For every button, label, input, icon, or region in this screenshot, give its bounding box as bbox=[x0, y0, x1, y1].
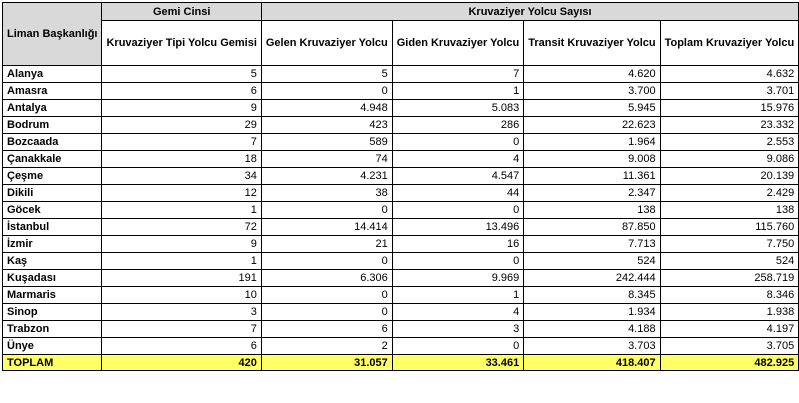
port-name-cell: Alanya bbox=[3, 66, 102, 83]
value-cell: 20.139 bbox=[660, 168, 799, 185]
table-row bbox=[3, 287, 799, 304]
value-cell: 2 bbox=[261, 338, 392, 355]
value-cell: 258.719 bbox=[660, 270, 799, 287]
value-cell: 2.553 bbox=[660, 134, 799, 151]
value-cell: 3.700 bbox=[524, 83, 660, 100]
value-cell: 4 bbox=[392, 151, 523, 168]
table-row bbox=[3, 236, 799, 253]
value-cell: 0 bbox=[261, 202, 392, 219]
value-cell: 5 bbox=[261, 66, 392, 83]
value-cell: 9.008 bbox=[524, 151, 660, 168]
value-cell: 4.547 bbox=[392, 168, 523, 185]
value-cell: 10 bbox=[102, 287, 261, 304]
value-cell: 4 bbox=[392, 304, 523, 321]
column-header-transit: Transit Kruvaziyer Yolcu bbox=[524, 21, 660, 66]
value-cell: 1 bbox=[392, 287, 523, 304]
header-row-groups bbox=[3, 3, 799, 21]
vessel-type-group-header: Gemi Cinsi bbox=[102, 3, 261, 21]
table-row bbox=[3, 134, 799, 151]
value-cell: 8.346 bbox=[660, 287, 799, 304]
value-cell: 21 bbox=[261, 236, 392, 253]
table-row bbox=[3, 219, 799, 236]
value-cell: 18 bbox=[102, 151, 261, 168]
port-name-cell: Ünye bbox=[3, 338, 102, 355]
value-cell: 29 bbox=[102, 117, 261, 134]
value-cell: 191 bbox=[102, 270, 261, 287]
table-row bbox=[3, 66, 799, 83]
port-name-cell: Marmaris bbox=[3, 287, 102, 304]
table-row bbox=[3, 338, 799, 355]
table-row bbox=[3, 304, 799, 321]
value-cell: 4.632 bbox=[660, 66, 799, 83]
value-cell: 3.701 bbox=[660, 83, 799, 100]
value-cell: 9.086 bbox=[660, 151, 799, 168]
value-cell: 0 bbox=[392, 338, 523, 355]
value-cell: 1 bbox=[392, 83, 523, 100]
value-cell: 138 bbox=[660, 202, 799, 219]
port-name-cell: Kaş bbox=[3, 253, 102, 270]
value-cell: 6 bbox=[102, 83, 261, 100]
value-cell: 0 bbox=[261, 287, 392, 304]
port-name-cell: İzmir bbox=[3, 236, 102, 253]
value-cell: 4.620 bbox=[524, 66, 660, 83]
table-row bbox=[3, 253, 799, 270]
value-cell: 13.496 bbox=[392, 219, 523, 236]
value-cell: 2.429 bbox=[660, 185, 799, 202]
table-row bbox=[3, 168, 799, 185]
value-cell: 72 bbox=[102, 219, 261, 236]
column-header-arriving: Gelen Kruvaziyer Yolcu bbox=[261, 21, 392, 66]
column-header-departing: Giden Kruvaziyer Yolcu bbox=[392, 21, 523, 66]
value-cell: 0 bbox=[261, 304, 392, 321]
value-cell: 4.231 bbox=[261, 168, 392, 185]
total-cell: 33.461 bbox=[392, 355, 523, 371]
table-row bbox=[3, 270, 799, 287]
column-header-cruise-ships: Kruvaziyer Tipi Yolcu Gemisi bbox=[102, 21, 261, 66]
table-row bbox=[3, 202, 799, 219]
value-cell: 11.361 bbox=[524, 168, 660, 185]
port-name-cell: Amasra bbox=[3, 83, 102, 100]
value-cell: 38 bbox=[261, 185, 392, 202]
value-cell: 1.934 bbox=[524, 304, 660, 321]
value-cell: 5.083 bbox=[392, 100, 523, 117]
total-cell: 418.407 bbox=[524, 355, 660, 371]
value-cell: 7.713 bbox=[524, 236, 660, 253]
value-cell: 115.760 bbox=[660, 219, 799, 236]
value-cell: 524 bbox=[660, 253, 799, 270]
value-cell: 14.414 bbox=[261, 219, 392, 236]
value-cell: 9 bbox=[102, 236, 261, 253]
port-name-cell: Antalya bbox=[3, 100, 102, 117]
port-name-cell: Çanakkale bbox=[3, 151, 102, 168]
value-cell: 3 bbox=[392, 321, 523, 338]
value-cell: 1 bbox=[102, 202, 261, 219]
value-cell: 44 bbox=[392, 185, 523, 202]
table-row bbox=[3, 321, 799, 338]
port-authority-header: Liman Başkanlığı bbox=[3, 3, 102, 66]
port-name-cell: İstanbul bbox=[3, 219, 102, 236]
value-cell: 0 bbox=[261, 83, 392, 100]
value-cell: 1.964 bbox=[524, 134, 660, 151]
passenger-count-group-header: Kruvaziyer Yolcu Sayısı bbox=[261, 3, 798, 21]
value-cell: 6 bbox=[102, 338, 261, 355]
value-cell: 7 bbox=[392, 66, 523, 83]
table-row bbox=[3, 83, 799, 100]
value-cell: 9 bbox=[102, 100, 261, 117]
cruise-passenger-table bbox=[2, 2, 799, 371]
table-body bbox=[3, 66, 799, 355]
value-cell: 9.969 bbox=[392, 270, 523, 287]
value-cell: 1.938 bbox=[660, 304, 799, 321]
value-cell: 5 bbox=[102, 66, 261, 83]
value-cell: 0 bbox=[392, 202, 523, 219]
port-name-cell: Bodrum bbox=[3, 117, 102, 134]
total-cell: 31.057 bbox=[261, 355, 392, 371]
value-cell: 524 bbox=[524, 253, 660, 270]
value-cell: 6 bbox=[261, 321, 392, 338]
value-cell: 7 bbox=[102, 134, 261, 151]
value-cell: 87.850 bbox=[524, 219, 660, 236]
value-cell: 3 bbox=[102, 304, 261, 321]
value-cell: 22.623 bbox=[524, 117, 660, 134]
value-cell: 8.345 bbox=[524, 287, 660, 304]
value-cell: 0 bbox=[392, 253, 523, 270]
value-cell: 242.444 bbox=[524, 270, 660, 287]
value-cell: 3.703 bbox=[524, 338, 660, 355]
value-cell: 0 bbox=[261, 253, 392, 270]
value-cell: 2.347 bbox=[524, 185, 660, 202]
value-cell: 23.332 bbox=[660, 117, 799, 134]
total-cell: 420 bbox=[102, 355, 261, 371]
table-row bbox=[3, 100, 799, 117]
value-cell: 1 bbox=[102, 253, 261, 270]
port-name-cell: Çeşme bbox=[3, 168, 102, 185]
value-cell: 34 bbox=[102, 168, 261, 185]
value-cell: 4.948 bbox=[261, 100, 392, 117]
total-row bbox=[3, 355, 799, 371]
value-cell: 423 bbox=[261, 117, 392, 134]
value-cell: 138 bbox=[524, 202, 660, 219]
value-cell: 74 bbox=[261, 151, 392, 168]
port-name-cell: Kuşadası bbox=[3, 270, 102, 287]
port-name-cell: Trabzon bbox=[3, 321, 102, 338]
value-cell: 5.945 bbox=[524, 100, 660, 117]
value-cell: 589 bbox=[261, 134, 392, 151]
table-row bbox=[3, 151, 799, 168]
value-cell: 12 bbox=[102, 185, 261, 202]
total-label: TOPLAM bbox=[3, 355, 102, 371]
port-name-cell: Göcek bbox=[3, 202, 102, 219]
column-header-total: Toplam Kruvaziyer Yolcu bbox=[660, 21, 799, 66]
value-cell: 286 bbox=[392, 117, 523, 134]
value-cell: 0 bbox=[392, 134, 523, 151]
total-cell: 482.925 bbox=[660, 355, 799, 371]
value-cell: 16 bbox=[392, 236, 523, 253]
value-cell: 15.976 bbox=[660, 100, 799, 117]
value-cell: 6.306 bbox=[261, 270, 392, 287]
value-cell: 4.188 bbox=[524, 321, 660, 338]
port-name-cell: Sinop bbox=[3, 304, 102, 321]
value-cell: 7 bbox=[102, 321, 261, 338]
value-cell: 3.705 bbox=[660, 338, 799, 355]
value-cell: 4.197 bbox=[660, 321, 799, 338]
port-name-cell: Bozcaada bbox=[3, 134, 102, 151]
table-row bbox=[3, 117, 799, 134]
port-name-cell: Dikili bbox=[3, 185, 102, 202]
header-row-columns bbox=[3, 21, 799, 66]
value-cell: 7.750 bbox=[660, 236, 799, 253]
table-row bbox=[3, 185, 799, 202]
